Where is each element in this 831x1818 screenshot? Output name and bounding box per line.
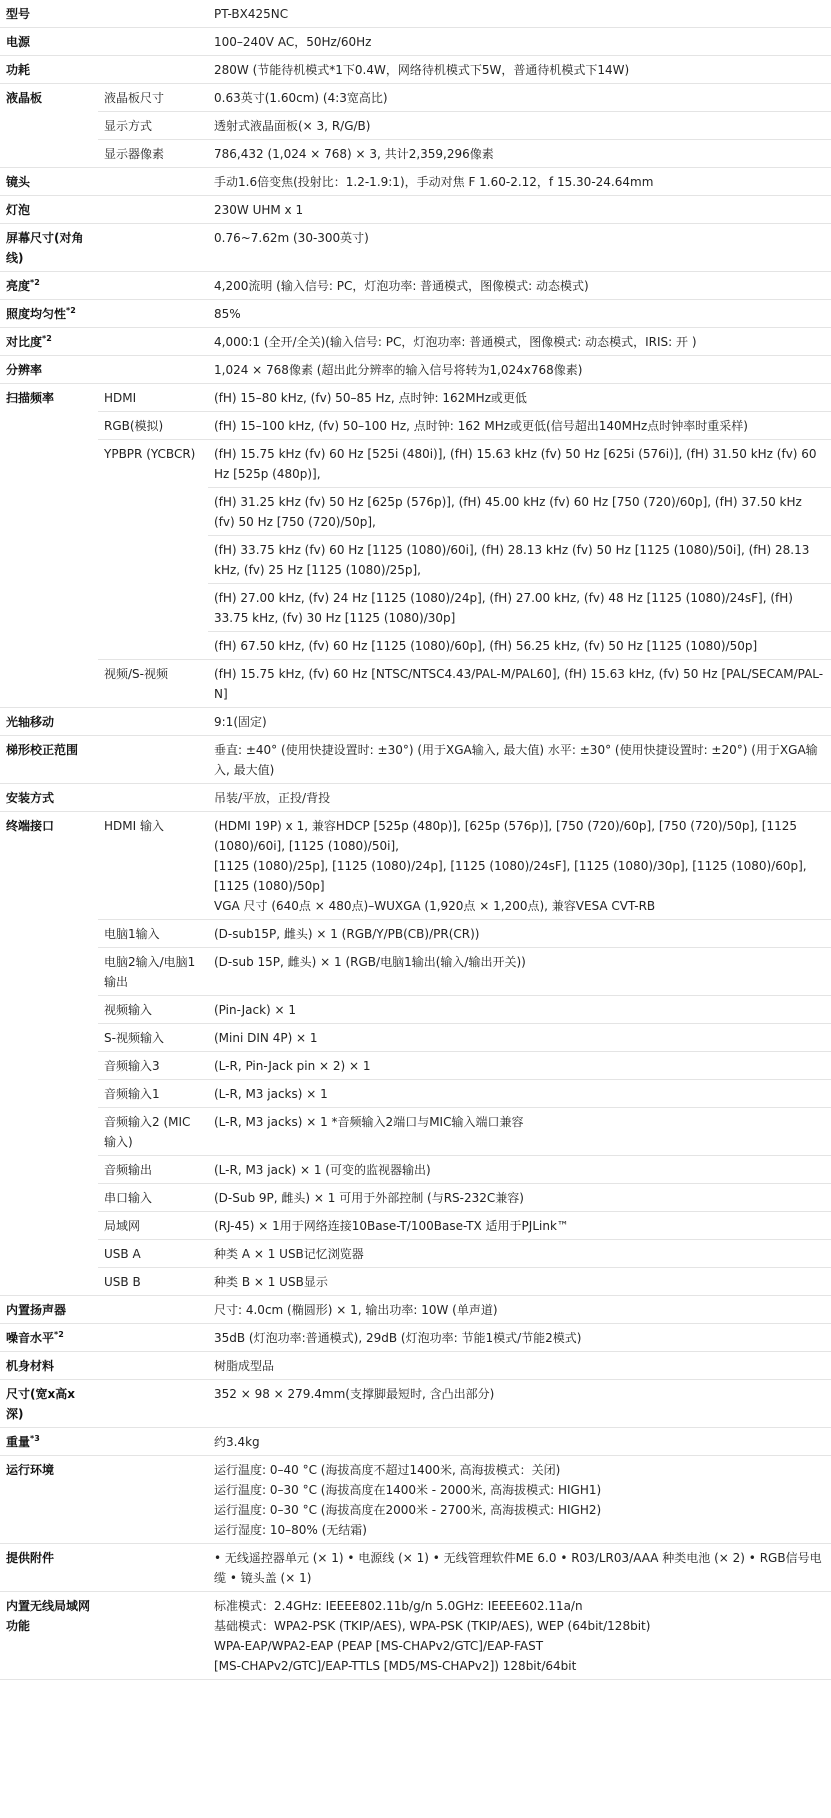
spec-sublabel: USB B xyxy=(98,1268,208,1296)
spec-label-text: 噪音水平 xyxy=(6,1331,55,1345)
spec-sublabel: 局域网 xyxy=(98,1212,208,1240)
spec-row xyxy=(0,196,831,224)
spec-label xyxy=(0,300,98,328)
spec-row xyxy=(0,736,831,784)
spec-row xyxy=(0,440,831,488)
spec-label xyxy=(0,356,98,384)
spec-value-line: (fH) 15–80 kHz, (fv) 50–85 Hz, 点时钟: 162MHz或更低 xyxy=(214,391,527,405)
spec-value xyxy=(208,660,831,708)
spec-value xyxy=(208,1324,831,1352)
spec-row xyxy=(0,168,831,196)
spec-row xyxy=(0,1184,831,1212)
spec-value-line: 100–240V AC，50Hz/60Hz xyxy=(214,35,372,49)
spec-sublabel xyxy=(98,0,208,28)
spec-value xyxy=(208,784,831,812)
spec-value xyxy=(208,0,831,28)
spec-label-text: 运行环境 xyxy=(6,1463,55,1477)
spec-sublabel: 液晶板尺寸 xyxy=(98,84,208,112)
spec-sublabel: 音频输入2 (MIC输入) xyxy=(98,1108,208,1156)
spec-label xyxy=(0,1380,98,1428)
spec-row xyxy=(0,708,831,736)
spec-row xyxy=(0,812,831,920)
spec-value xyxy=(208,1544,831,1592)
spec-sublabel: HDMI xyxy=(98,384,208,412)
spec-row xyxy=(0,112,831,140)
spec-sublabel xyxy=(98,784,208,812)
spec-sublabel xyxy=(98,1380,208,1428)
spec-value xyxy=(208,948,831,996)
spec-value-line: (RJ-45) × 1用于网络连接10Base-T/100Base-TX 适用于PJLink™ xyxy=(214,1219,569,1233)
spec-value xyxy=(208,112,831,140)
spec-sublabel: 显示方式 xyxy=(98,112,208,140)
spec-label xyxy=(0,84,98,168)
spec-value xyxy=(208,1296,831,1324)
spec-value-line: (fH) 27.00 kHz, (fv) 24 Hz [1125 (1080)/24p], (fH) 27.00 kHz, (fv) 48 Hz [1125 (1080)/24sF], (fH) 33.75 kHz, (fv) 30 Hz [1125 (1080)/30p] xyxy=(214,591,793,625)
spec-row xyxy=(0,224,831,272)
spec-label-text: 终端接口 xyxy=(6,819,55,833)
spec-value xyxy=(208,708,831,736)
spec-row xyxy=(0,1352,831,1380)
spec-value xyxy=(208,1456,831,1544)
spec-row xyxy=(0,140,831,168)
spec-sublabel xyxy=(98,1456,208,1544)
spec-value-line: 基础模式：WPA2-PSK (TKIP/AES), WPA-PSK (TKIP/AES), WEP (64bit/128bit) xyxy=(214,1619,651,1633)
spec-value xyxy=(208,1428,831,1456)
spec-row xyxy=(0,412,831,440)
spec-label xyxy=(0,1352,98,1380)
spec-label-text: 照度均匀性 xyxy=(6,307,67,321)
spec-value-line: PT-BX425NC xyxy=(214,7,289,21)
spec-sublabel xyxy=(98,272,208,300)
spec-sublabel: 视频/S-视频 xyxy=(98,660,208,708)
spec-label xyxy=(0,328,98,356)
spec-label-text: 内置扬声器 xyxy=(6,1303,67,1317)
spec-sublabel xyxy=(98,356,208,384)
spec-label xyxy=(0,1456,98,1544)
spec-value xyxy=(208,1240,831,1268)
spec-sublabel: 音频输入3 xyxy=(98,1052,208,1080)
spec-value xyxy=(208,488,831,536)
spec-sublabel xyxy=(98,1428,208,1456)
spec-value xyxy=(208,1080,831,1108)
spec-row xyxy=(0,1428,831,1456)
spec-label-text: 对比度 xyxy=(6,335,43,349)
spec-sublabel: HDMI 输入 xyxy=(98,812,208,920)
spec-value xyxy=(208,1268,831,1296)
spec-label-text: 尺寸(宽x高x深) xyxy=(6,1387,75,1421)
spec-value xyxy=(208,328,831,356)
spec-value-line: 0.63英寸(1.60cm) (4:3宽高比) xyxy=(214,91,388,105)
spec-label xyxy=(0,272,98,300)
spec-row xyxy=(0,1268,831,1296)
spec-value xyxy=(208,196,831,224)
spec-value-line: [MS-CHAPv2/GTC]/EAP-TTLS [MD5/MS-CHAPv2]) 128bit/64bit xyxy=(214,1659,577,1673)
spec-row xyxy=(0,1024,831,1052)
spec-sublabel xyxy=(98,1324,208,1352)
spec-value-line: • 无线遥控器单元 (× 1) • 电源线 (× 1) • 无线管理软件ME 6.0 • R03/LR03/AAA 种类电池 (× 2) • RGB信号电缆 • 镜头盖 (× 1) xyxy=(214,1551,822,1585)
spec-row xyxy=(0,1544,831,1592)
spec-label xyxy=(0,196,98,224)
spec-value-line: (fH) 15.75 kHz, (fv) 60 Hz [NTSC/NTSC4.43/PAL-M/PAL60], (fH) 15.63 kHz, (fv) 50 Hz [PAL/SECAM/PAL-N] xyxy=(214,667,824,701)
spec-sublabel xyxy=(98,1544,208,1592)
spec-label-text: 内置无线局域网功能 xyxy=(6,1599,91,1633)
spec-value-line: 9:1(固定) xyxy=(214,715,267,729)
spec-sublabel xyxy=(98,300,208,328)
spec-sublabel: RGB(模拟) xyxy=(98,412,208,440)
spec-value-line: 垂直: ±40° (使用快捷设置时: ±30°) (用于XGA输入, 最大值) 水平: ±30° (使用快捷设置时: ±20°) (用于XGA输入, 最大值) xyxy=(214,743,818,777)
spec-value-line: 0.76~7.62m (30-300英寸) xyxy=(214,231,369,245)
spec-value xyxy=(208,1108,831,1156)
spec-value-line: (Mini DIN 4P) × 1 xyxy=(214,1031,318,1045)
spec-value xyxy=(208,1352,831,1380)
spec-value xyxy=(208,224,831,272)
spec-row xyxy=(0,384,831,412)
spec-value xyxy=(208,300,831,328)
spec-label xyxy=(0,0,98,28)
spec-value xyxy=(208,1184,831,1212)
spec-sublabel xyxy=(98,196,208,224)
spec-label-text: 扫描频率 xyxy=(6,391,55,405)
spec-value xyxy=(208,1024,831,1052)
spec-value xyxy=(208,1212,831,1240)
spec-label-text: 亮度 xyxy=(6,279,31,293)
footnote-mark: *3 xyxy=(30,1434,40,1443)
spec-value xyxy=(208,632,831,660)
spec-value-line: (D-sub15P, 雌头) × 1 (RGB/Y/PB(CB)/PR(CR)) xyxy=(214,927,480,941)
spec-sublabel: 显示器像素 xyxy=(98,140,208,168)
spec-sublabel: 视频输入 xyxy=(98,996,208,1024)
spec-row xyxy=(0,1240,831,1268)
spec-sublabel xyxy=(98,1352,208,1380)
spec-sublabel xyxy=(98,1296,208,1324)
spec-row xyxy=(0,56,831,84)
footnote-mark: *2 xyxy=(54,1330,64,1339)
spec-row xyxy=(0,1380,831,1428)
spec-value xyxy=(208,1380,831,1428)
spec-row xyxy=(0,300,831,328)
spec-value-line: 4,000:1 (全开/全关)(输入信号: PC，灯泡功率: 普通模式，图像模式: 动态模式，IRIS: 开 ) xyxy=(214,335,697,349)
spec-value xyxy=(208,140,831,168)
spec-label-text: 灯泡 xyxy=(6,203,31,217)
spec-label xyxy=(0,736,98,784)
spec-value-line: (L-R, Pin-Jack pin × 2) × 1 xyxy=(214,1059,371,1073)
spec-value-line: (HDMI 19P) x 1, 兼容HDCP [525p (480p)], [625p (576p)], [750 (720)/60p], [750 (720)/50p], [1125 (1080)/60i], [1125 (1080)/50i], xyxy=(214,819,797,853)
spec-sublabel: USB A xyxy=(98,1240,208,1268)
spec-row xyxy=(0,948,831,996)
spec-label xyxy=(0,384,98,708)
spec-sublabel: S-视频输入 xyxy=(98,1024,208,1052)
spec-row xyxy=(0,1212,831,1240)
spec-value-line: 4,200流明 (输入信号: PC，灯泡功率: 普通模式，图像模式: 动态模式) xyxy=(214,279,589,293)
spec-row xyxy=(0,328,831,356)
spec-value-line: 352 × 98 × 279.4mm(支撑脚最短时, 含凸出部分) xyxy=(214,1387,495,1401)
spec-value-line: 230W UHM x 1 xyxy=(214,203,304,217)
spec-value xyxy=(208,272,831,300)
spec-label xyxy=(0,708,98,736)
spec-row xyxy=(0,1052,831,1080)
spec-label xyxy=(0,1296,98,1324)
spec-value-line: (Pin-Jack) × 1 xyxy=(214,1003,297,1017)
spec-row xyxy=(0,28,831,56)
spec-row xyxy=(0,920,831,948)
spec-label-text: 屏幕尺寸(对角线) xyxy=(6,231,84,265)
spec-sublabel xyxy=(98,224,208,272)
spec-label-text: 液晶板 xyxy=(6,91,43,105)
spec-label xyxy=(0,1428,98,1456)
spec-value xyxy=(208,440,831,488)
spec-value xyxy=(208,168,831,196)
spec-row xyxy=(0,356,831,384)
spec-value xyxy=(208,536,831,584)
spec-value-line: 种类 B × 1 USB显示 xyxy=(214,1275,328,1289)
spec-sublabel xyxy=(98,1592,208,1680)
spec-label xyxy=(0,784,98,812)
spec-label xyxy=(0,812,98,1296)
spec-value-line: (fH) 31.25 kHz (fv) 50 Hz [625p (576p)], (fH) 45.00 kHz (fv) 60 Hz [750 (720)/60p], (fH) 37.50 kHz (fv) 50 Hz [750 (720)/50p], xyxy=(214,495,802,529)
spec-label xyxy=(0,28,98,56)
spec-value-line: 尺寸: 4.0cm (椭圆形) × 1, 输出功率: 10W (单声道) xyxy=(214,1303,498,1317)
spec-sublabel xyxy=(98,168,208,196)
spec-value xyxy=(208,1156,831,1184)
spec-value-line: WPA-EAP/WPA2-EAP (PEAP [MS-CHAPv2/GTC]/EAP-FAST xyxy=(214,1639,544,1653)
spec-value-line: 约3.4kg xyxy=(214,1435,260,1449)
spec-row xyxy=(0,0,831,28)
spec-value xyxy=(208,56,831,84)
spec-value xyxy=(208,384,831,412)
spec-row xyxy=(0,272,831,300)
footnote-mark: *2 xyxy=(42,334,52,343)
spec-row xyxy=(0,1324,831,1352)
spec-label xyxy=(0,1592,98,1680)
spec-value-line: 85% xyxy=(214,307,241,321)
spec-label xyxy=(0,224,98,272)
spec-value-line: (fH) 67.50 kHz, (fv) 60 Hz [1125 (1080)/60p], (fH) 56.25 kHz, (fv) 50 Hz [1125 (1080)/50p] xyxy=(214,639,758,653)
spec-value xyxy=(208,996,831,1024)
spec-sublabel: 串口输入 xyxy=(98,1184,208,1212)
spec-value xyxy=(208,812,831,920)
spec-label-text: 功耗 xyxy=(6,63,31,77)
spec-label-text: 提供附件 xyxy=(6,1551,55,1565)
spec-label xyxy=(0,56,98,84)
spec-value-line: 运行温度: 0–40 °C (海拔高度不超过1400米, 高海拔模式：关闭) xyxy=(214,1463,561,1477)
spec-value xyxy=(208,28,831,56)
spec-value-line: (fH) 33.75 kHz (fv) 60 Hz [1125 (1080)/60i], (fH) 28.13 kHz (fv) 50 Hz [1125 (1080)/50i], (fH) 28.13 kHz, (fv) 25 Hz [1125 (1080)/25p], xyxy=(214,543,810,577)
spec-row xyxy=(0,1108,831,1156)
spec-sublabel: 音频输入1 xyxy=(98,1080,208,1108)
spec-value-line: 运行温度: 0–30 °C (海拔高度在1400米 - 2000米, 高海拔模式: HIGH1) xyxy=(214,1483,602,1497)
spec-row xyxy=(0,84,831,112)
spec-label-text: 镜头 xyxy=(6,175,31,189)
spec-value-line: 树脂成型品 xyxy=(214,1359,275,1373)
spec-value-line: (D-sub 15P, 雌头) × 1 (RGB/电脑1输出(输入/输出开关)) xyxy=(214,955,526,969)
spec-value-line: (L-R, M3 jacks) × 1 *音频输入2端口与MIC输入端口兼容 xyxy=(214,1115,524,1129)
spec-label xyxy=(0,1324,98,1352)
spec-label xyxy=(0,1544,98,1592)
spec-label-text: 电源 xyxy=(6,35,31,49)
spec-sublabel: 电脑2输入/电脑1输出 xyxy=(98,948,208,996)
spec-sublabel xyxy=(98,28,208,56)
spec-value-line: (L-R, M3 jack) × 1 (可变的监视器输出) xyxy=(214,1163,431,1177)
spec-sublabel xyxy=(98,328,208,356)
spec-row xyxy=(0,1080,831,1108)
spec-label-text: 型号 xyxy=(6,7,31,21)
spec-value xyxy=(208,584,831,632)
spec-sublabel: YPBPR (YCBCR) xyxy=(98,440,208,660)
spec-row xyxy=(0,660,831,708)
spec-sublabel xyxy=(98,708,208,736)
spec-value-line: (D-Sub 9P, 雌头) × 1 可用于外部控制 (与RS-232C兼容) xyxy=(214,1191,524,1205)
spec-sublabel xyxy=(98,736,208,784)
spec-label xyxy=(0,168,98,196)
spec-row xyxy=(0,996,831,1024)
spec-label-text: 分辨率 xyxy=(6,363,43,377)
spec-sublabel: 音频输出 xyxy=(98,1156,208,1184)
spec-value-line: (fH) 15–100 kHz, (fv) 50–100 Hz, 点时钟: 162 MHz或更低(信号超出140MHz点时钟率时重采样) xyxy=(214,419,748,433)
spec-value xyxy=(208,84,831,112)
footnote-mark: *2 xyxy=(30,278,40,287)
spec-value-line: (fH) 15.75 kHz (fv) 60 Hz [525i (480i)], (fH) 15.63 kHz (fv) 50 Hz [625i (576i)], (fH) 31.50 kHz (fv) 60 Hz [525p (480p)], xyxy=(214,447,817,481)
spec-value-line: VGA 尺寸 (640点 × 480点)–WUXGA (1,920点 × 1,200点), 兼容VESA CVT-RB xyxy=(214,899,656,913)
spec-value-line: 1,024 × 768像素 (超出此分辨率的输入信号将转为1,024x768像素) xyxy=(214,363,583,377)
spec-value-line: 35dB (灯泡功率:普通模式), 29dB (灯泡功率: 节能1模式/节能2模式) xyxy=(214,1331,582,1345)
spec-value-line: 786,432 (1,024 × 768) × 3, 共计2,359,296像素 xyxy=(214,147,494,161)
spec-row xyxy=(0,1296,831,1324)
spec-label-text: 光轴移动 xyxy=(6,715,55,729)
spec-label-text: 机身材料 xyxy=(6,1359,55,1373)
spec-value-line: [1125 (1080)/25p], [1125 (1080)/24p], [1125 (1080)/24sF], [1125 (1080)/30p], [1125 (1080)/60p], [1125 (1080)/50p] xyxy=(214,859,807,893)
spec-value-line: 运行温度: 0–30 °C (海拔高度在2000米 - 2700米, 高海拔模式: HIGH2) xyxy=(214,1503,602,1517)
spec-sublabel: 电脑1输入 xyxy=(98,920,208,948)
spec-value-line: 运行湿度: 10–80% (无结霜) xyxy=(214,1523,367,1537)
spec-row xyxy=(0,1456,831,1544)
spec-row xyxy=(0,1156,831,1184)
spec-value-line: 种类 A × 1 USB记忆浏览器 xyxy=(214,1247,364,1261)
spec-row xyxy=(0,1592,831,1680)
spec-value-line: 透射式液晶面板(× 3, R/G/B) xyxy=(214,119,371,133)
footnote-mark: *2 xyxy=(66,306,76,315)
spec-value xyxy=(208,412,831,440)
spec-label-text: 梯形校正范围 xyxy=(6,743,79,757)
spec-value-line: 280W (节能待机模式*1下0.4W，网络待机模式下5W，普通待机模式下14W) xyxy=(214,63,630,77)
spec-value xyxy=(208,1592,831,1680)
spec-value-line: (L-R, M3 jacks) × 1 xyxy=(214,1087,328,1101)
spec-value xyxy=(208,736,831,784)
spec-row xyxy=(0,784,831,812)
spec-label-text: 安装方式 xyxy=(6,791,55,805)
spec-value xyxy=(208,920,831,948)
spec-value-line: 吊装/平放，正投/背投 xyxy=(214,791,331,805)
spec-label-text: 重量 xyxy=(6,1435,31,1449)
spec-value-line: 手动1.6倍变焦(投射比：1.2-1.9:1)，手动对焦 F 1.60-2.12，f 15.30-24.64mm xyxy=(214,175,654,189)
spec-value xyxy=(208,356,831,384)
spec-sublabel xyxy=(98,56,208,84)
spec-value xyxy=(208,1052,831,1080)
spec-value-line: 标准模式：2.4GHz: IEEEE802.11b/g/n 5.0GHz: IEEEE602.11a/n xyxy=(214,1599,583,1613)
